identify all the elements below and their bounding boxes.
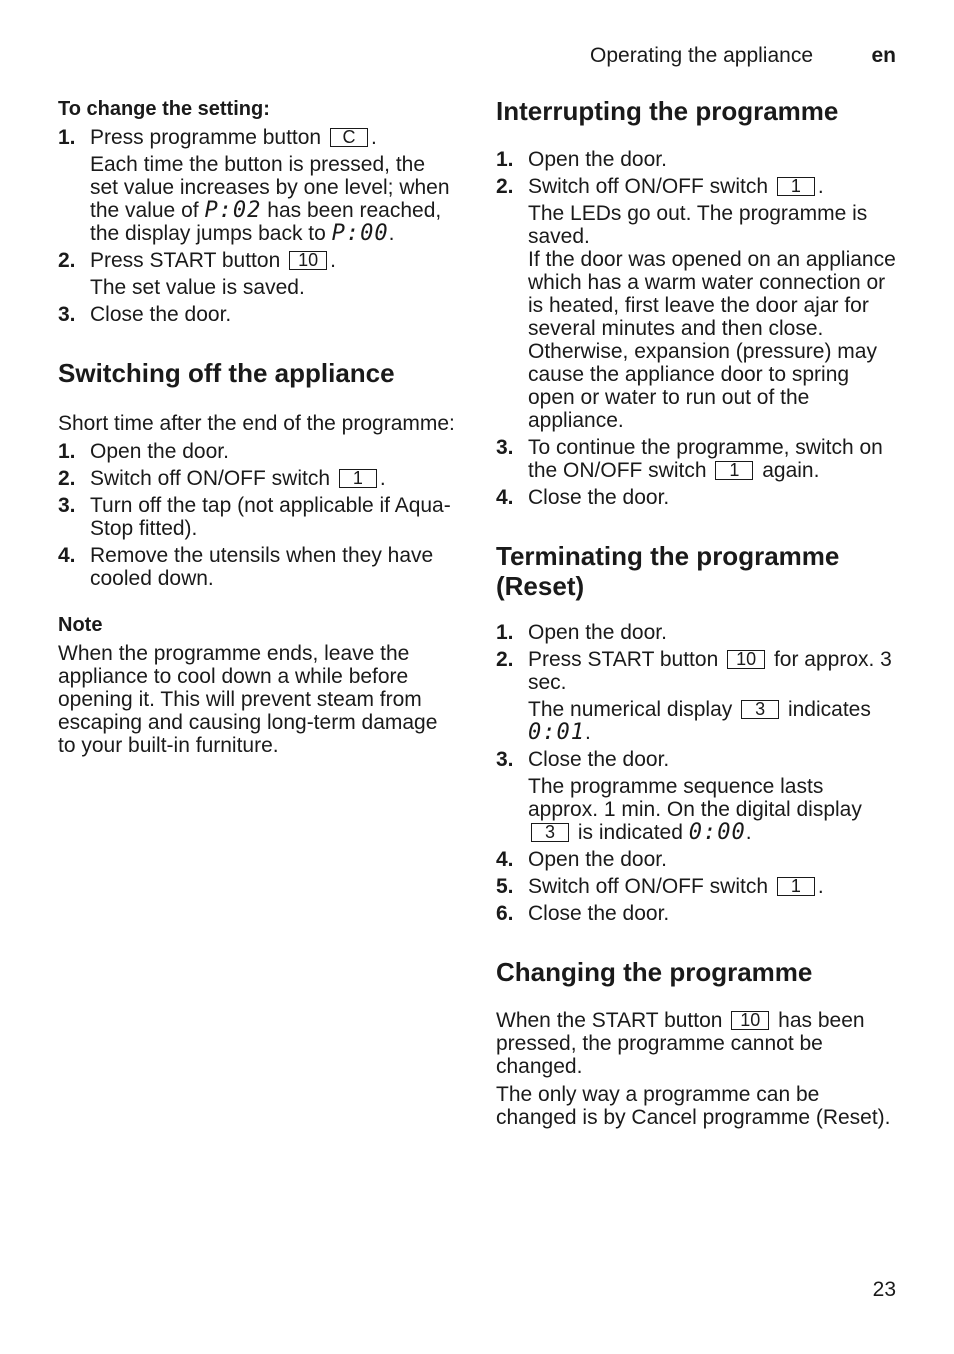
detail-text: indicates (787, 698, 871, 721)
lcd-value: 0:00 (688, 820, 746, 845)
list-item (58, 494, 458, 540)
list-item (496, 902, 898, 925)
list-item (496, 621, 898, 644)
list-item (58, 467, 458, 490)
lcd-value: 0:01 (528, 720, 585, 745)
step-text: Switch off ON/OFF switch (528, 875, 768, 898)
terminate-steps (496, 621, 898, 925)
step-text: To continue the programme, switch on the ON/OFF switch (528, 436, 883, 482)
step-number: 2. (58, 249, 76, 272)
step-text: Close the door. (528, 748, 670, 771)
language-code: en (871, 44, 896, 67)
step-end: . (817, 175, 824, 198)
note-heading: Note (58, 614, 103, 636)
list-item (496, 175, 898, 432)
step-text: Press START button (90, 249, 281, 272)
switch-ref-box: 1 (777, 877, 815, 896)
detail-text: Each time the button is pressed, the set value increases by one level; when the value of (90, 153, 450, 222)
page-header (590, 44, 896, 72)
list-item (496, 486, 898, 509)
step-number: 1. (496, 148, 514, 171)
switch-off-intro: Short time after the end of the programme: (58, 412, 455, 435)
step-number: 5. (496, 875, 514, 898)
step-number: 4. (496, 848, 514, 871)
changing-text-2: The only way a programme can be changed is by Cancel programme (Reset). (496, 1083, 891, 1129)
note-text: When the programme ends, leave the appliance to cool down a while before opening it. This will prevent steam from escaping and causing long-term damage to your built-in furniture. (58, 642, 438, 757)
detail-end: . (584, 721, 591, 744)
step-number: 2. (496, 648, 514, 671)
step-text: Close the door. (528, 486, 670, 509)
step-number: 1. (58, 126, 76, 149)
terminate-heading: Terminating the programme (Reset) (496, 541, 840, 601)
step-number: 1. (58, 440, 76, 463)
list-item (496, 436, 898, 482)
step-text: Remove the utensils when they have cooled down. (90, 544, 434, 590)
step-end: . (379, 467, 386, 490)
step-number: 3. (58, 303, 76, 326)
detail-text: The programme sequence lasts approx. 1 min. On the digital display (528, 775, 862, 821)
detail-text: is indicated (577, 821, 683, 844)
step-text: Open the door. (90, 440, 229, 463)
display-ref-box: 3 (741, 700, 779, 719)
button-ref-box: 10 (289, 251, 327, 270)
list-item (58, 126, 458, 245)
display-ref-box: 3 (531, 823, 569, 842)
change-setting-heading: To change the setting: (58, 98, 270, 120)
step-text: Open the door. (528, 848, 667, 871)
step-detail (528, 698, 898, 744)
step-number: 3. (58, 494, 76, 517)
right-column (496, 96, 898, 1134)
page-number: 23 (872, 1278, 896, 1301)
step-number: 4. (58, 544, 76, 567)
step-detail: If the door was opened on an appliance which has a warm water connection or is heated, first leave the door ajar for several minutes and then close. Otherwise, expansion (pressure) may cause the appliance door to spring open or water to run out of the appliance. (528, 248, 896, 432)
step-end: for approx. 3 sec. (528, 648, 892, 694)
step-text: Close the door. (528, 902, 670, 925)
step-number: 1. (496, 621, 514, 644)
step-text: Open the door. (528, 148, 667, 171)
button-ref-box: 10 (731, 1011, 769, 1030)
change-setting-steps (58, 126, 458, 326)
step-end: . (817, 875, 824, 898)
step-detail: The LEDs go out. The programme is saved. (528, 202, 868, 248)
changing-text-1 (496, 1009, 898, 1078)
step-text: Turn off the tap (not applicable if Aqua-Stop fitted). (90, 494, 451, 540)
switch-off-heading: Switching off the appliance (58, 358, 395, 388)
detail-end: . (745, 821, 752, 844)
detail-text: The numerical display (528, 698, 733, 721)
switch-ref-box: 1 (339, 469, 377, 488)
list-item (496, 648, 898, 744)
step-text: Switch off ON/OFF switch (528, 175, 768, 198)
changing-heading: Changing the programme (496, 957, 813, 987)
lcd-value: P:02 (204, 198, 262, 223)
button-ref-box: 10 (727, 650, 765, 669)
detail-text: has been reached, the display jumps back to (90, 199, 442, 245)
list-item (496, 748, 898, 844)
list-item (496, 875, 898, 898)
list-item (58, 303, 458, 326)
lcd-value: P:00 (331, 221, 389, 246)
step-detail: The set value is saved. (90, 276, 305, 299)
step-number: 4. (496, 486, 514, 509)
interrupt-steps (496, 148, 898, 509)
button-ref-box: C (330, 128, 368, 147)
switch-off-steps (58, 440, 458, 590)
switch-ref-box: 1 (777, 177, 815, 196)
list-item (58, 249, 458, 299)
paragraph-text: When the START button (496, 1009, 723, 1032)
step-text: Switch off ON/OFF switch (90, 467, 330, 490)
step-text: Open the door. (528, 621, 667, 644)
step-text: Close the door. (90, 303, 232, 326)
list-item (496, 848, 898, 871)
step-detail (528, 775, 898, 844)
step-number: 6. (496, 902, 514, 925)
paragraph-text: has been pressed, the programme cannot be changed. (496, 1009, 865, 1078)
left-column (58, 96, 458, 762)
step-number: 2. (496, 175, 514, 198)
detail-end: . (388, 222, 395, 245)
list-item (496, 148, 898, 171)
interrupt-heading: Interrupting the programme (496, 96, 839, 126)
step-end: . (370, 126, 377, 149)
step-text: Press programme button (90, 126, 322, 149)
step-detail (90, 153, 458, 245)
step-end: again. (762, 459, 820, 482)
step-number: 2. (58, 467, 76, 490)
step-number: 3. (496, 436, 514, 459)
step-text: Press START button (528, 648, 719, 671)
step-number: 3. (496, 748, 514, 771)
step-end: . (330, 249, 336, 272)
list-item (58, 544, 458, 590)
switch-ref-box: 1 (715, 461, 753, 480)
section-title: Operating the appliance (590, 44, 813, 67)
list-item (58, 440, 458, 463)
